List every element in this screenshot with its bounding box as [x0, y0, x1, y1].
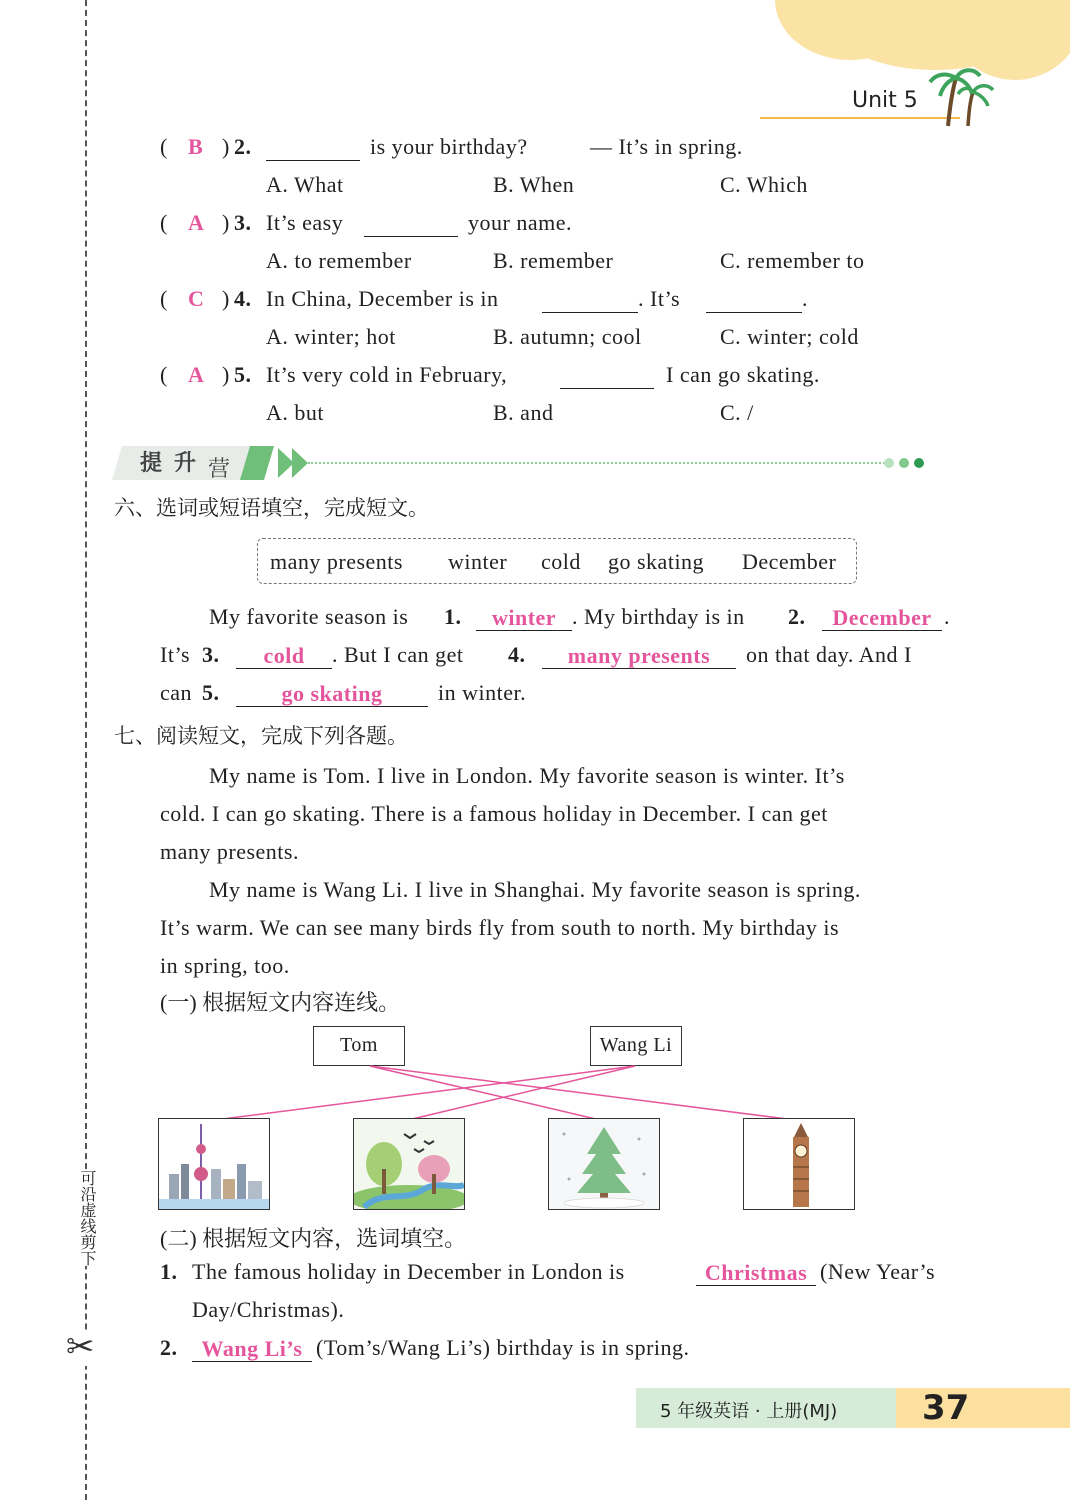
- answer-blank[interactable]: [266, 136, 360, 161]
- cloze-blank-2[interactable]: December: [822, 606, 942, 631]
- option-c[interactable]: C. /: [720, 400, 754, 425]
- cloze-passage: [160, 604, 960, 724]
- book-title: 5 年级英语 · 上册(MJ): [660, 1401, 838, 1422]
- passage-text: .: [944, 604, 950, 629]
- subsection-1-title: (一) 根据短文内容连线。: [160, 990, 401, 1015]
- question-stem-before: It’s easy: [266, 210, 344, 235]
- answer-letter: B: [188, 134, 204, 159]
- blank-number: 5.: [202, 680, 220, 705]
- word-bank-item: go skating: [608, 549, 705, 574]
- cut-line: [85, 0, 87, 1500]
- banner-char-1: 提: [140, 451, 163, 476]
- option-c[interactable]: C. Which: [720, 172, 808, 197]
- question-text: Day/Christmas).: [192, 1297, 345, 1322]
- cloze-blank-4[interactable]: many presents: [542, 644, 736, 669]
- reading-passage-1: [160, 757, 960, 871]
- shanghai-skyline-icon: [159, 1119, 269, 1209]
- banner-dotted-line: [308, 462, 888, 464]
- blank-number: 1.: [444, 604, 462, 629]
- passage-text: My favorite season is: [209, 604, 409, 629]
- answer-blank[interactable]: Christmas: [696, 1261, 816, 1286]
- passage-line: cold. I can go skating. There is a famous holiday in December. I can get: [160, 801, 828, 826]
- word-bank-item: cold: [541, 549, 581, 574]
- section7-title: 七、阅读短文，完成下列各题。: [114, 724, 408, 748]
- passage-text: on that day. And I: [746, 642, 912, 667]
- question-number: 2.: [234, 134, 252, 159]
- question-stem-after: I can go skating.: [666, 362, 820, 387]
- question-stem-before: In China, December is in: [266, 286, 499, 311]
- page-number: 37: [922, 1388, 970, 1428]
- paren-open: (: [160, 286, 168, 311]
- blank-number: 2.: [788, 604, 806, 629]
- picture-shanghai-skyline[interactable]: [158, 1118, 270, 1210]
- option-b[interactable]: B. autumn; cool: [493, 324, 642, 349]
- option-a[interactable]: A. What: [266, 172, 344, 197]
- paren-open: (: [160, 362, 168, 387]
- passage-text: can: [160, 680, 193, 705]
- banner-dot: [899, 458, 909, 468]
- question-text: (New Year’s: [820, 1259, 936, 1284]
- fill-question-2: [160, 1335, 960, 1375]
- option-a[interactable]: A. to remember: [266, 248, 412, 273]
- name-box-tom[interactable]: Tom: [313, 1026, 405, 1066]
- option-a[interactable]: A. winter; hot: [266, 324, 396, 349]
- choice-question-2: [160, 134, 960, 210]
- footer-bar: [636, 1388, 1070, 1428]
- subsection-2-title: (二) 根据短文内容，选词填空。: [160, 1226, 467, 1251]
- picture-spring-birds[interactable]: [353, 1118, 465, 1210]
- unit-label: Unit 5: [852, 88, 918, 113]
- cloze-blank-1[interactable]: winter: [476, 606, 572, 631]
- word-bank-item: December: [742, 549, 837, 574]
- section-banner: [112, 444, 932, 484]
- word-bank-item: many presents: [270, 549, 403, 574]
- passage-line: My name is Wang Li. I live in Shanghai. My favorite season is spring.: [209, 877, 861, 902]
- choice-question-4: [160, 286, 960, 362]
- choice-question-5: [160, 362, 960, 438]
- scissors-icon: ✂: [66, 1329, 95, 1366]
- question-number: 2.: [160, 1335, 178, 1360]
- answer-letter: A: [188, 362, 205, 387]
- blank-number: 3.: [202, 642, 220, 667]
- option-b[interactable]: B. remember: [493, 248, 614, 273]
- question-stem-mid: . It’s: [638, 286, 681, 311]
- option-b[interactable]: B. When: [493, 172, 575, 197]
- banner-dot: [914, 458, 924, 468]
- paren-close: ): [222, 210, 230, 235]
- option-b[interactable]: B. and: [493, 400, 554, 425]
- option-c[interactable]: C. winter; cold: [720, 324, 859, 349]
- picture-big-ben[interactable]: [743, 1118, 855, 1210]
- question-stem-after: your name.: [468, 210, 572, 235]
- paren-close: ): [222, 286, 230, 311]
- passage-text: It’s: [160, 642, 191, 667]
- question-number: 5.: [234, 362, 252, 387]
- answer-blank[interactable]: Wang Li’s: [192, 1337, 312, 1362]
- question-number: 1.: [160, 1259, 178, 1284]
- question-number: 4.: [234, 286, 252, 311]
- spring-birds-icon: [354, 1119, 464, 1209]
- paren-close: ): [222, 362, 230, 387]
- picture-snowy-tree[interactable]: [548, 1118, 660, 1210]
- cloze-blank-3[interactable]: cold: [236, 644, 332, 669]
- question-extra: — It’s in spring.: [590, 134, 743, 159]
- snowy-tree-icon: [549, 1119, 659, 1209]
- question-stem-after: .: [802, 286, 808, 311]
- cut-hint: 可沿虚线剪下: [75, 1170, 97, 1266]
- passage-line: My name is Tom. I live in London. My favorite season is winter. It’s: [209, 763, 845, 788]
- cloze-blank-5[interactable]: go skating: [236, 682, 428, 707]
- word-bank-item: winter: [448, 549, 508, 574]
- passage-line: many presents.: [160, 839, 299, 864]
- question-text: (Tom’s/Wang Li’s) birthday is in spring.: [316, 1335, 690, 1360]
- question-stem-before: It’s very cold in February,: [266, 362, 508, 387]
- blank-number: 4.: [508, 642, 526, 667]
- answer-letter: A: [188, 210, 205, 235]
- banner-dot: [884, 458, 894, 468]
- answer-blank-2[interactable]: [706, 288, 802, 313]
- passage-text: . But I can get: [332, 642, 464, 667]
- answer-letter: C: [188, 286, 205, 311]
- palm-tree-icon: [918, 66, 998, 128]
- passage-line: in spring, too.: [160, 953, 290, 978]
- paren-open: (: [160, 134, 168, 159]
- answer-blank[interactable]: [364, 212, 458, 237]
- paren-open: (: [160, 210, 168, 235]
- option-a[interactable]: A. but: [266, 400, 324, 425]
- name-box-wang-li[interactable]: Wang Li: [590, 1026, 682, 1066]
- answer-blank-1[interactable]: [542, 288, 638, 313]
- fill-question-1: [160, 1259, 960, 1339]
- banner-char-3: 营: [208, 457, 231, 482]
- passage-text: in winter.: [438, 680, 527, 705]
- section6-title: 六、选词或短语填空，完成短文。: [114, 496, 429, 520]
- question-number: 3.: [234, 210, 252, 235]
- passage-line: It’s warm. We can see many birds fly from south to north. My birthday is: [160, 915, 840, 940]
- option-c[interactable]: C. remember to: [720, 248, 865, 273]
- answer-blank[interactable]: [560, 364, 654, 389]
- reading-passage-2: [160, 871, 960, 985]
- word-bank: [257, 538, 857, 584]
- big-ben-icon: [744, 1119, 854, 1209]
- question-stem: is your birthday?: [370, 134, 528, 159]
- question-text: The famous holiday in December in London is: [192, 1259, 625, 1284]
- banner-char-2: 升: [174, 451, 197, 476]
- passage-text: . My birthday is in: [572, 604, 745, 629]
- choice-question-3: [160, 210, 960, 286]
- paren-close: ): [222, 134, 230, 159]
